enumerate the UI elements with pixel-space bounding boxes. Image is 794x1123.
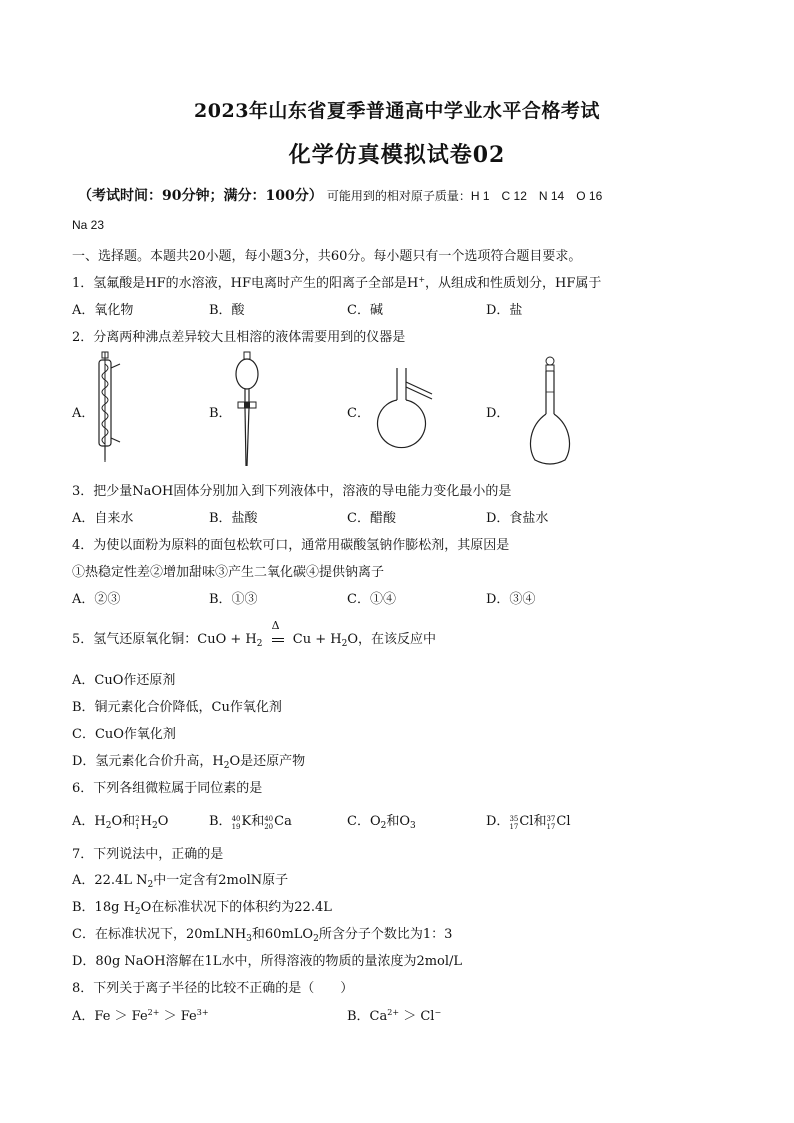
heat-delta-icon: Δ xyxy=(271,619,280,632)
volumetric-flask-icon xyxy=(525,356,575,468)
question-7-stem: 7．下列说法中，正确的是 xyxy=(72,847,224,862)
q6-b-el1: K和 xyxy=(241,814,265,829)
q1-option-c[interactable]: C．碱 xyxy=(347,303,383,318)
q6-a-sub2: 2 xyxy=(151,821,158,831)
q6-a-el: H xyxy=(140,814,152,829)
q3-option-c[interactable]: C．醋酸 xyxy=(347,511,396,526)
question-2-stem: 2．分离两种沸点差异较大且相溶的液体需要用到的仪器是 xyxy=(72,330,406,345)
q1-option-a[interactable]: A．氧化物 xyxy=(72,303,134,318)
separatory-funnel-icon xyxy=(228,352,268,468)
q5-option-b[interactable]: B．铜元素化合价降低，Cu作氧化剂 xyxy=(72,700,282,715)
q6-option-d[interactable] xyxy=(486,810,571,831)
q5-option-a[interactable]: A．CuO作还原剂 xyxy=(72,673,176,688)
q6-b-iso1: 40 19 xyxy=(231,815,241,831)
q6-a-pre: A．H xyxy=(72,814,106,829)
question-8-stem: 8．下列关于离子半径的比较不正确的是（ ） xyxy=(72,981,354,996)
q8-option-a[interactable]: A．$Fe > Fe^{2+} > Fe^{3+}$ xyxy=(72,1008,209,1024)
q5-stem-c: O，在该反应中 xyxy=(347,632,436,647)
q4-statements: ①热稳定性差②增加甜味③产生二氧化碳④提供钠离子 xyxy=(72,565,385,580)
q6-d-el2: Cl xyxy=(556,814,571,829)
q6-c-pre: C．O xyxy=(347,814,381,829)
question-6-stem: 6．下列各组微粒属于同位素的是 xyxy=(72,781,263,796)
q6-a-mid: O和 xyxy=(111,814,136,829)
q6-a-isotope: 2 1 xyxy=(135,815,140,831)
q6-d-pre: D． xyxy=(486,814,510,829)
q5-d-b: O是还原产物 xyxy=(229,754,306,769)
q6-option-a[interactable] xyxy=(72,810,168,831)
q1-stem-b: ，从组成和性质划分，HF属于 xyxy=(425,276,602,291)
q5-option-d[interactable] xyxy=(72,750,305,769)
q5-d-sub: 2 xyxy=(223,761,230,771)
q4-option-c[interactable]: C．①④ xyxy=(347,592,396,607)
q6-c-sub1: 2 xyxy=(380,821,387,831)
q4-option-d[interactable]: D．③④ xyxy=(486,592,536,607)
q6-d-iso1: 35 17 xyxy=(509,815,519,831)
atomic-masses-cont: Na 23 xyxy=(72,218,105,232)
q6-b-pre: B． xyxy=(209,814,232,829)
q8-option-b[interactable]: B．$Ca^{2+} > Cl^-$ xyxy=(347,1008,442,1024)
q6-a-sub1: 2 xyxy=(105,821,112,831)
q7-option-d[interactable]: D．80g NaOH溶解在1L水中，所得溶液的物质的量浓度为2mol/L xyxy=(72,954,463,969)
q5-d-a: D．氢元素化合价升高，H xyxy=(72,754,224,769)
question-4-stem: 4．为使以面粉为原料的面包松软可口，通常用碳酸氢钠作膨松剂，其原因是 xyxy=(72,538,510,553)
q4-option-b[interactable]: B．①③ xyxy=(209,592,258,607)
atomic-masses: 可能用到的相对原子质量：H 1 C 12 N 14 O 16 xyxy=(326,189,603,203)
question-3-stem: 3．把少量NaOH固体分别加入到下列液体中，溶液的导电能力变化最小的是 xyxy=(72,484,512,499)
q6-d-iso2: 37 17 xyxy=(546,815,556,831)
q2-option-a[interactable]: A． xyxy=(72,406,95,421)
q7-option-a[interactable]: A．22.4L $N_2$中一定含有2molN原子 xyxy=(72,873,289,890)
q6-option-c[interactable] xyxy=(347,810,416,829)
q1-option-b[interactable]: B．酸 xyxy=(209,303,245,318)
question-1-stem xyxy=(72,272,601,291)
q2-option-b[interactable]: B． xyxy=(209,406,232,421)
exam-subtitle: 化学仿真模拟试卷02 xyxy=(288,142,506,168)
exam-time-score: （考试时间：90分钟；满分：100分） xyxy=(78,188,323,204)
q6-b-iso2: 40 20 xyxy=(264,815,274,831)
q5-h2-sub: 2 xyxy=(256,639,263,649)
q6-b-el2: Ca xyxy=(274,814,292,829)
q6-option-b[interactable] xyxy=(209,810,292,831)
q3-option-d[interactable]: D．食盐水 xyxy=(486,511,549,526)
q5-stem-a: 5．氢气还原氧化铜：CuO + H xyxy=(72,632,257,647)
exam-title: 2023年山东省夏季普通高中学业水平合格考试 xyxy=(194,100,600,122)
q5-equals-heat xyxy=(267,619,289,647)
condenser-icon xyxy=(88,352,128,462)
q1-stem-sup: + xyxy=(418,275,426,284)
q6-d-el1: Cl和 xyxy=(519,814,547,829)
q1-option-d[interactable]: D．盐 xyxy=(486,303,523,318)
q6-c-sub2: 3 xyxy=(410,821,416,831)
distillation-flask-icon xyxy=(370,368,440,453)
q5-stem-b: Cu + H xyxy=(292,632,342,647)
q5-h2o-sub: 2 xyxy=(341,639,348,649)
q1-stem-a: 1．氢氟酸是HF的水溶液，HF电离时产生的阳离子全部是H xyxy=(72,276,419,291)
q5-option-c[interactable]: C．CuO作氧化剂 xyxy=(72,727,176,742)
q7-option-b[interactable]: B．18g $H_2O$在标准状况下的体积约为22.4L xyxy=(72,900,332,917)
q3-option-b[interactable]: B．盐酸 xyxy=(209,511,258,526)
q2-option-c[interactable]: C． xyxy=(347,406,370,421)
q4-option-a[interactable]: A．②③ xyxy=(72,592,121,607)
exam-meta-line xyxy=(78,185,602,205)
q3-option-a[interactable]: A．自来水 xyxy=(72,511,134,526)
q2-option-d[interactable]: D． xyxy=(486,406,510,421)
q6-a-post: O xyxy=(157,814,169,829)
section-heading: 一、选择题。本题共20小题，每小题3分，共60分。每小题只有一个选项符合题目要求。 xyxy=(72,249,582,264)
question-5-stem xyxy=(72,619,436,649)
q6-c-mid: 和O xyxy=(386,814,411,829)
q7-option-c[interactable]: C．在标准状况下，20mLNH$_3$和60mLO$_2$所含分子个数比为1：3 xyxy=(72,927,453,944)
